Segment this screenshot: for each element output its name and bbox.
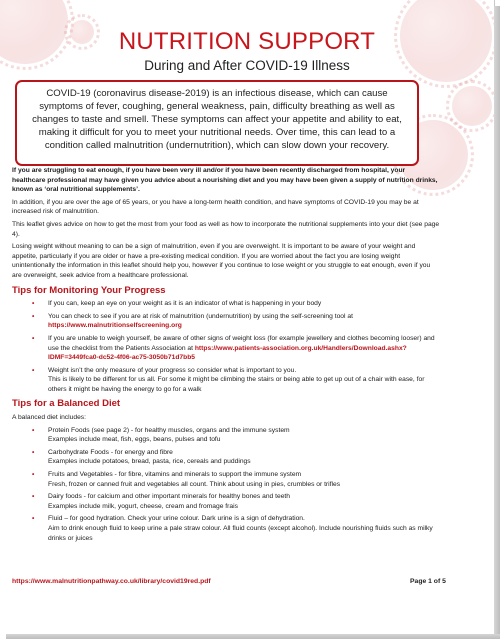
intro-box: COVID-19 (coronavirus disease-2019) is an infectious disease, which can cause symptoms of fever, coughing, general weakness, pain, difficulty breathing as well as changes to taste and smell. These symptoms can affect your appetite and ability to eat, making it difficult for you to meet your nutritional needs. Over time, this can lead to a condition called malnutrition (undernutrition), which can slow down your recovery.: [15, 80, 419, 166]
list-item: [12, 334, 440, 363]
list-item-subtext: This is likely to be different for us all. For some it might be climbing the stairs or being able to get up out of a chair with ease, for others it might be having the energy to go for a walk: [48, 376, 425, 393]
list-item-text: Weight isn’t the only measure of your progress so consider what is important to you.: [48, 366, 297, 374]
list-item: [12, 426, 440, 445]
list-item-text: If you can, keep an eye on your weight as it is an indicator of what is happening in your body: [48, 300, 322, 308]
virus-illustration-far: [452, 86, 492, 126]
bullet-icon: •: [32, 426, 35, 434]
list-item: [12, 470, 440, 489]
bullet-icon: •: [32, 366, 35, 374]
bullet-icon: •: [32, 448, 35, 456]
list-item: [12, 514, 440, 543]
list-item: [12, 312, 440, 331]
list-item-subtext: Aim to drink enough fluid to keep urine a pale straw colour. All fluid counts (except alcohol). Include nourishing fluids such as milky drinks or juices: [48, 525, 433, 542]
page-shadow-right: [494, 6, 500, 639]
page-number: Page 1 of 5: [410, 578, 446, 585]
paragraph-risk: In addition, if you are over the age of 65 years, or you have a long-term health condition, and have symptoms of COVID-19 you may be at increased risk of malnutrition.: [12, 198, 419, 216]
list-item-subtext: Examples include meat, fish, eggs, beans, pulses and tofu: [48, 436, 221, 444]
list-item: [12, 366, 440, 395]
list-item-text: Protein Foods (see page 2) - for healthy muscles, organs and the immune system: [48, 426, 290, 434]
document-subtitle: During and After COVID-19 Illness: [144, 58, 350, 73]
section-heading-monitoring: Tips for Monitoring Your Progress: [12, 284, 166, 296]
balanced-diet-list: [12, 426, 440, 544]
list-item-text: Dairy foods - for calcium and other important minerals for healthy bones and teeth: [48, 493, 290, 501]
bullet-icon: •: [32, 493, 35, 501]
bullet-icon: •: [32, 515, 35, 523]
document-body: [12, 166, 440, 546]
footer-source-link[interactable]: https://www.malnutritionpathway.co.uk/library/covid19red.pdf: [12, 578, 211, 585]
list-item-text: Carbohydrate Foods - for energy and fibre: [48, 448, 173, 456]
list-item-text: Fruits and Vegetables - for fibre, vitamins and minerals to support the immune system: [48, 471, 302, 479]
list-item-text: Fluid – for good hydration. Check your urine colour. Dark urine is a sign of dehydration.: [48, 515, 305, 523]
bullet-icon: •: [32, 334, 35, 342]
list-item-subtext: Examples include potatoes, bread, pasta, rice, cereals and puddings: [48, 458, 251, 466]
page-shadow-bottom: [6, 634, 500, 639]
document-title: NUTRITION SUPPORT: [118, 28, 376, 55]
list-item: [12, 299, 440, 309]
self-screening-link[interactable]: https://www.malnutritionselfscreening.org: [48, 322, 182, 330]
patients-association-link[interactable]: https://www.patients-association.org.uk/Handlers/Download.ashx?IDMF=3449fca0-dc52-4f06-ac75-3050b71d7bb5: [48, 344, 407, 362]
list-item-subtext: Examples include milk, yogurt, cheese, cream and fromage frais: [48, 502, 238, 510]
section-heading-balanced-diet: Tips for a Balanced Diet: [12, 398, 121, 410]
list-item-subtext: Fresh, frozen or canned fruit and vegetables all count. Think about using in pies, crumbles or trifles: [48, 480, 341, 488]
paragraph-leaflet-purpose: This leaflet gives advice on how to get the most from your food as well as how to incorporate the nutritional supplements into your diet (see page 4).: [12, 220, 440, 238]
list-item-text: If you are unable to weigh yourself, be aware of other signs of weight loss (for example jewellery and clothes becoming looser) and use the checklist from the Patients Association at: [48, 334, 435, 352]
bullet-icon: •: [32, 300, 35, 308]
balanced-diet-lead: A balanced diet includes:: [12, 414, 86, 422]
list-item: [12, 492, 440, 511]
paragraph-hospital-advice: If you are struggling to eat enough, if you have been very ill and/or if you have been recently discharged from hospital, your healthcare professional may have given you advice about a nourishing diet and you may have been given a supply of nutrition drinks, known as ‘oral nutritional supplements’.: [12, 167, 438, 194]
bullet-icon: •: [32, 471, 35, 479]
monitoring-list: [12, 299, 440, 394]
paragraph-weight-loss: Losing weight without meaning to can be a sign of malnutrition, even if you are overweight. It is important to be aware of your weight and appetite, particularly if you are older or have a pre-existing medical condition. If you are worried about the fact you are losing weight unintentionally the information in this leaflet should help you, however if you continue to lose weight or you struggle to eat enough, even if you are overweight, seek advice from a healthcare professional.: [12, 243, 431, 279]
list-item: [12, 448, 440, 467]
bullet-icon: •: [32, 312, 35, 320]
list-item-text: You can check to see if you are at risk of malnutrition (undernutrition) by using the self-screening tool at: [48, 312, 353, 320]
